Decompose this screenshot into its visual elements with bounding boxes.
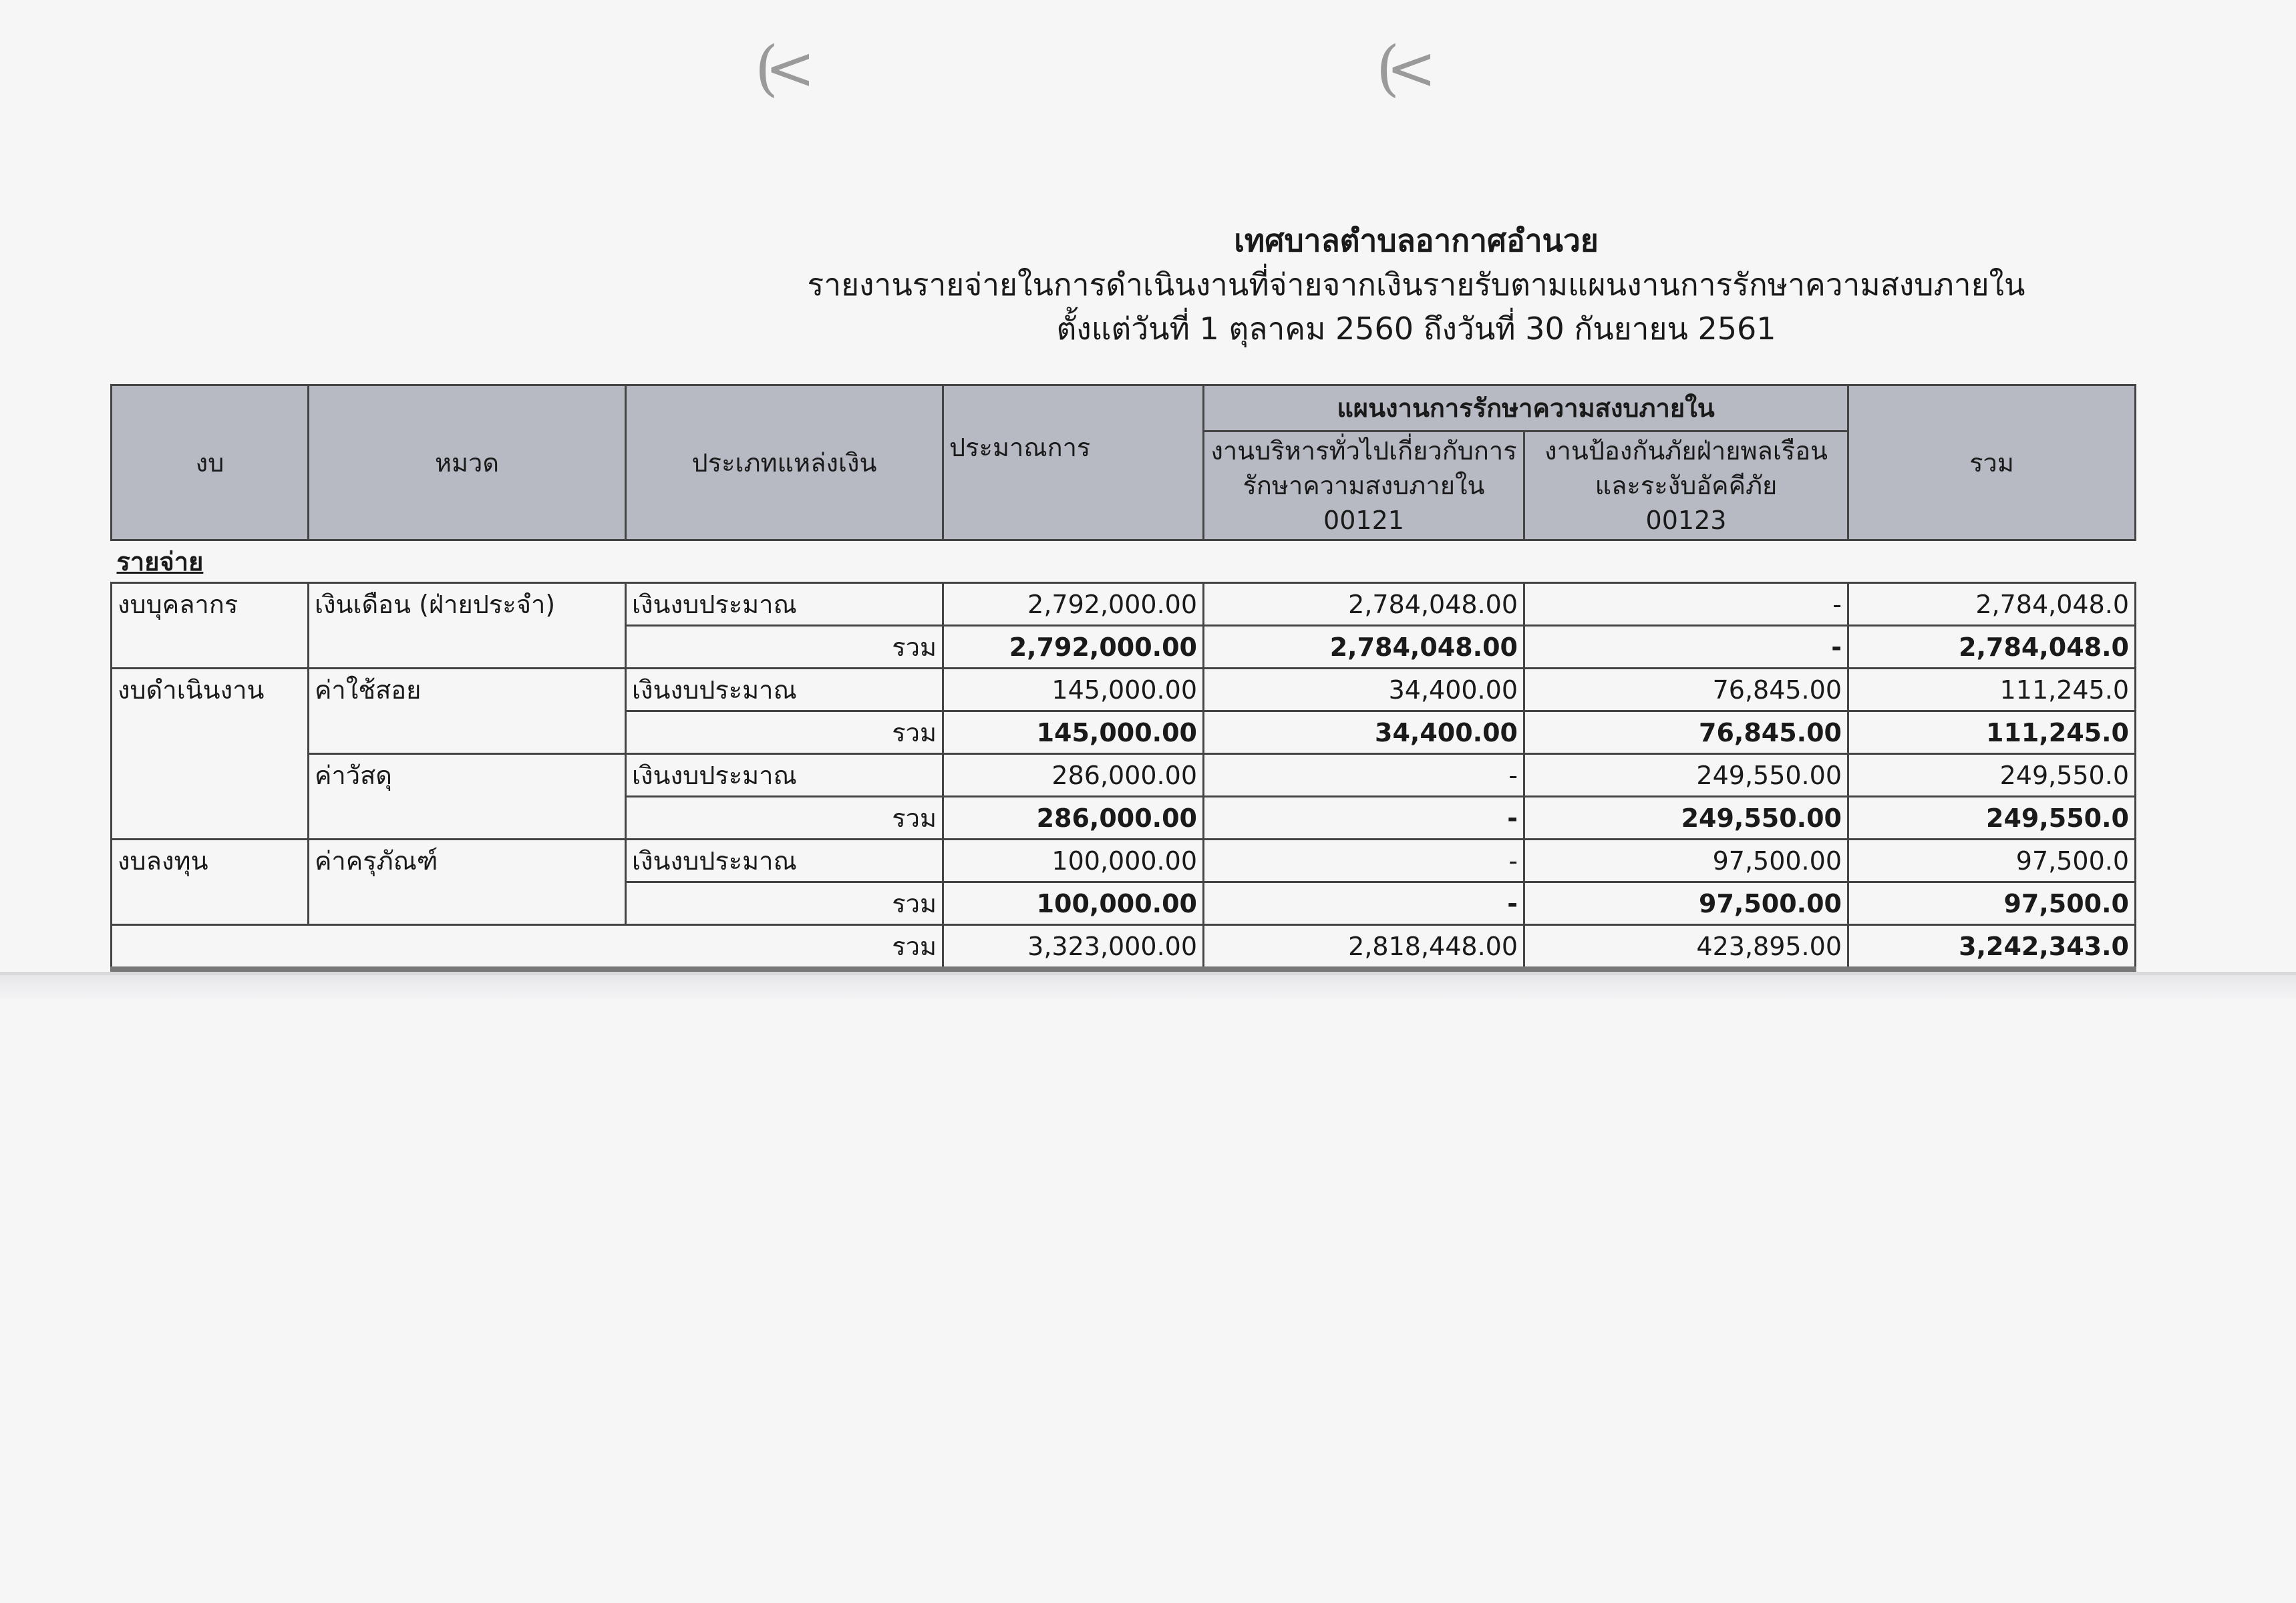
- cell-total: 111,245.0: [1848, 711, 2136, 754]
- cell-budget: งบดำเนินงาน: [112, 669, 309, 840]
- plan-general-line1: งานบริหารทั่วไปเกี่ยวกับการ: [1210, 436, 1517, 466]
- cell-plan-general: 2,784,048.00: [1204, 583, 1524, 626]
- col-header-total: รวม: [1848, 385, 2136, 540]
- cell-plan-civil: -: [1524, 583, 1848, 626]
- col-header-source: ประเภทแหล่งเงิน: [626, 385, 943, 540]
- cell-estimate: 145,000.00: [943, 669, 1204, 711]
- section-label-expenditure: รายจ่าย: [116, 547, 204, 576]
- plan-civil-line2: และระงับอัคคีภัย: [1595, 471, 1778, 500]
- cell-estimate: 286,000.00: [943, 797, 1204, 840]
- cell-plan-general: -: [1204, 840, 1524, 882]
- cell-total: 97,500.0: [1848, 840, 2136, 882]
- cell-plan-civil: 97,500.00: [1524, 882, 1848, 925]
- col-header-plan-general: [1204, 431, 1524, 540]
- cell-estimate: 100,000.00: [943, 882, 1204, 925]
- cell-subtotal-label: รวม: [626, 797, 943, 840]
- table-row: [112, 669, 2136, 711]
- cell-category: ค่าครุภัณฑ์: [309, 840, 626, 925]
- table-row: [112, 754, 2136, 797]
- cell-plan-general: -: [1204, 882, 1524, 925]
- table-row: [112, 840, 2136, 882]
- scan-punch-mark: (<: [755, 33, 802, 104]
- cell-plan-general: 2,818,448.00: [1204, 925, 1524, 970]
- cell-source: เงินงบประมาณ: [626, 840, 943, 882]
- table-row: [112, 583, 2136, 626]
- col-header-category: หมวด: [309, 385, 626, 540]
- organization-name: เทศบาลตำบลอากาศอำนวย: [1234, 222, 1599, 258]
- cell-plan-civil: -: [1524, 626, 1848, 669]
- plan-general-code: 00121: [1323, 506, 1404, 535]
- cell-total: 2,784,048.0: [1848, 626, 2136, 669]
- cell-total: 249,550.0: [1848, 797, 2136, 840]
- cell-estimate: 2,792,000.00: [943, 583, 1204, 626]
- cell-plan-civil: 76,845.00: [1524, 711, 1848, 754]
- expenditure-table: [110, 384, 2136, 972]
- cell-source: เงินงบประมาณ: [626, 583, 943, 626]
- cell-source: เงินงบประมาณ: [626, 669, 943, 711]
- col-header-plan-group: แผนงานการรักษาความสงบภายใน: [1204, 385, 1848, 431]
- scan-punch-mark: (<: [1376, 33, 1424, 104]
- cell-budget: งบบุคลากร: [112, 583, 309, 669]
- cell-plan-civil: 423,895.00: [1524, 925, 1848, 970]
- plan-general-line2: รักษาความสงบภายใน: [1243, 471, 1485, 500]
- col-header-plan-civil-defense: [1524, 431, 1848, 540]
- report-title: รายงานรายจ่ายในการดำเนินงานที่จ่ายจากเงินรายรับตามแผนงานการรักษาความสงบภายใน: [807, 266, 2025, 303]
- col-header-estimate: ประมาณการ: [943, 385, 1204, 540]
- cell-category: ค่าวัสดุ: [309, 754, 626, 840]
- cell-estimate: 2,792,000.00: [943, 626, 1204, 669]
- cell-subtotal-label: รวม: [626, 626, 943, 669]
- cell-plan-civil: 76,845.00: [1524, 669, 1848, 711]
- cell-estimate: 100,000.00: [943, 840, 1204, 882]
- cell-subtotal-label: รวม: [626, 711, 943, 754]
- cell-budget: งบลงทุน: [112, 840, 309, 925]
- cell-total: 2,784,048.0: [1848, 583, 2136, 626]
- cell-category: ค่าใช้สอย: [309, 669, 626, 754]
- cell-category: เงินเดือน (ฝ่ายประจำ): [309, 583, 626, 669]
- cell-total: 249,550.0: [1848, 754, 2136, 797]
- cell-plan-civil: 97,500.00: [1524, 840, 1848, 882]
- cell-plan-civil: 249,550.00: [1524, 797, 1848, 840]
- cell-estimate: 286,000.00: [943, 754, 1204, 797]
- table-row-grand-total: [112, 925, 2136, 970]
- cell-plan-civil: 249,550.00: [1524, 754, 1848, 797]
- cell-total: 97,500.0: [1848, 882, 2136, 925]
- col-header-budget: งบ: [112, 385, 309, 540]
- cell-plan-general: -: [1204, 797, 1524, 840]
- cell-subtotal-label: รวม: [626, 882, 943, 925]
- cell-source: เงินงบประมาณ: [626, 754, 943, 797]
- cell-total: 3,242,343.0: [1848, 925, 2136, 970]
- cell-estimate: 145,000.00: [943, 711, 1204, 754]
- report-period: ตั้งแต่วันที่ 1 ตุลาคม 2560 ถึงวันที่ 30 กันยายน 2561: [1056, 311, 1776, 347]
- plan-civil-code: 00123: [1645, 506, 1727, 535]
- plan-civil-line1: งานป้องกันภัยฝ่ายพลเรือน: [1544, 436, 1828, 466]
- cell-plan-general: -: [1204, 754, 1524, 797]
- report-header: [735, 220, 2071, 349]
- cell-estimate: 3,323,000.00: [943, 925, 1204, 970]
- cell-grand-total-label: รวม: [112, 925, 943, 970]
- cell-total: 111,245.0: [1848, 669, 2136, 711]
- cell-plan-general: 2,784,048.00: [1204, 626, 1524, 669]
- cell-plan-general: 34,400.00: [1204, 669, 1524, 711]
- cell-plan-general: 34,400.00: [1204, 711, 1524, 754]
- page-fold-shadow: [0, 975, 2296, 1002]
